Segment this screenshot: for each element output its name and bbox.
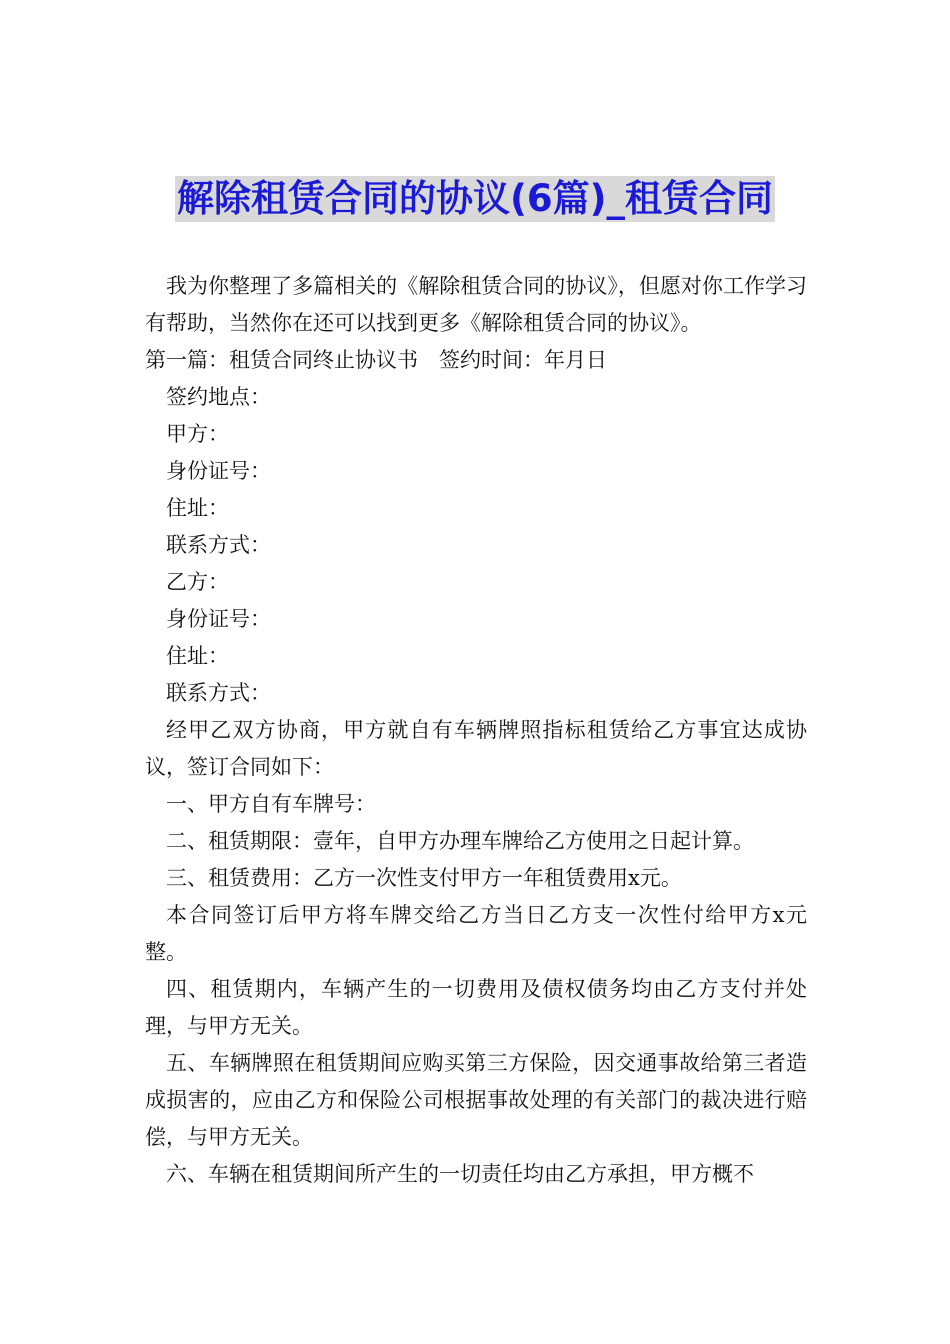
field-party-a: 甲方： — [166, 422, 229, 446]
field-sign-location: 签约地点： — [166, 385, 271, 409]
field-party-a-address: 住址： — [166, 496, 229, 520]
agreement-preamble: 经甲乙双方协商，甲方就自有车辆牌照指标租赁给乙方事宜达成协议，签订合同如下： — [145, 718, 807, 779]
intro-paragraph: 我为你整理了多篇相关的《解除租赁合同的协议》，但愿对你工作学习有帮助，当然你在还可以找到更多《解除租赁合同的协议》。 — [145, 274, 807, 335]
clause-3: 三、租赁费用：乙方一次性支付甲方一年租赁费用x元。 — [166, 866, 682, 890]
field-party-b: 乙方： — [166, 570, 229, 594]
field-party-b-address: 住址： — [166, 644, 229, 668]
clause-4: 四、租赁期内，车辆产生的一切费用及债权债务均由乙方支付并处理，与甲方无关。 — [145, 977, 807, 1038]
document-body — [145, 268, 807, 1193]
clause-5: 五、车辆牌照在租赁期间应购买第三方保险，因交通事故给第三者造成损害的，应由乙方和保险公司根据事故处理的有关部门的裁决进行赔偿，与甲方无关。 — [145, 1051, 807, 1149]
field-party-b-id: 身份证号： — [166, 607, 271, 631]
clause-1: 一、甲方自有车牌号： — [166, 792, 376, 816]
field-party-a-id: 身份证号： — [166, 459, 271, 483]
section-heading: 第一篇：租赁合同终止协议书 签约时间：年月日 — [145, 348, 607, 372]
field-party-a-contact: 联系方式： — [166, 533, 271, 557]
document-title: 解除租赁合同的协议(6篇)_租赁合同 — [176, 177, 774, 220]
clause-3-payment: 本合同签订后甲方将车牌交给乙方当日乙方支一次性付给甲方x元整。 — [145, 903, 807, 964]
clause-2: 二、租赁期限：壹年，自甲方办理车牌给乙方使用之日起计算。 — [166, 829, 754, 853]
field-party-b-contact: 联系方式： — [166, 681, 271, 705]
clause-6: 六、车辆在租赁期间所产生的一切责任均由乙方承担，甲方概不 — [166, 1162, 754, 1186]
title-wrap — [0, 176, 950, 222]
